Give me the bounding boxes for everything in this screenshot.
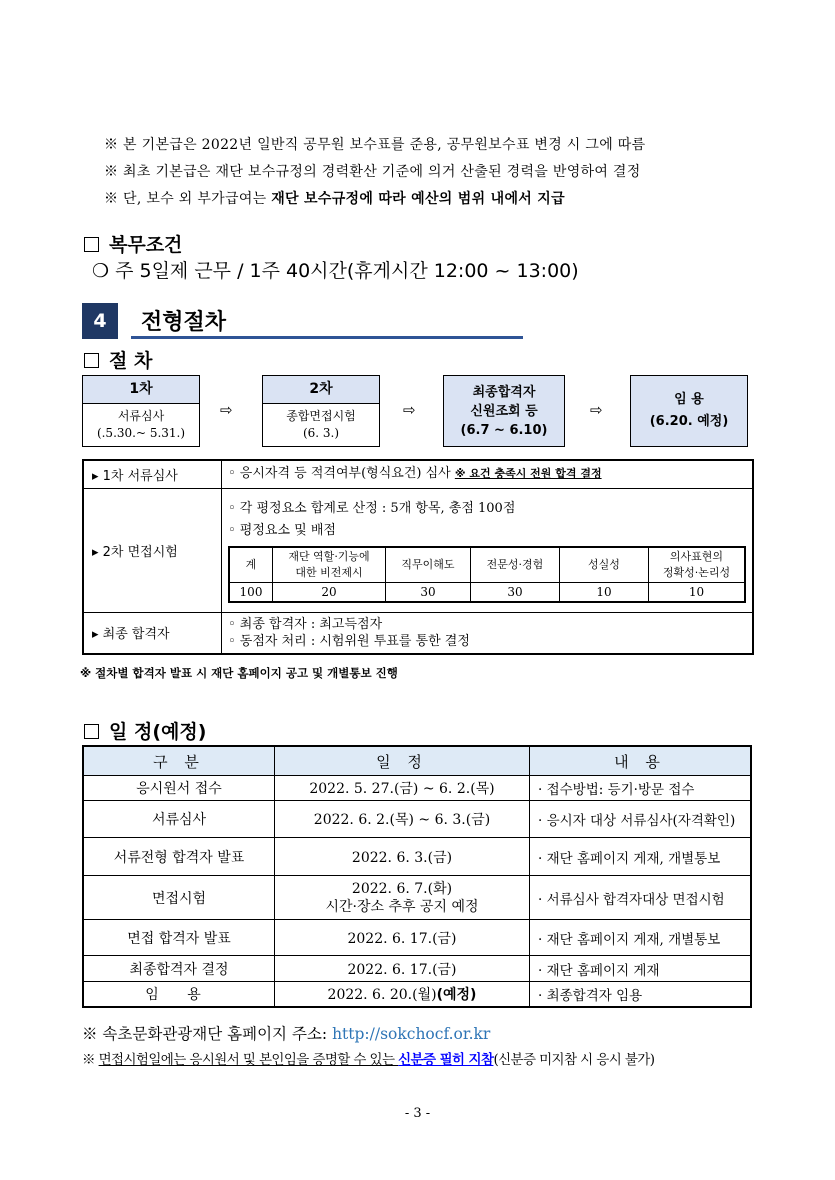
schedule-category: 서류심사 (83, 801, 275, 838)
procedure-footnote: ※ 절차별 합격자 발표 시 재단 홈페이지 공고 및 개별통보 진행 (80, 666, 398, 680)
step-1-box (82, 375, 200, 447)
section-underline (131, 336, 523, 339)
arrow-right-icon: ⇨ (403, 401, 416, 419)
table-row (83, 982, 751, 1007)
id-note-emphasis: 신분증 필히 지참 (398, 1052, 494, 1068)
schedule-table (82, 745, 752, 1008)
schedule-category: 면접 합격자 발표 (83, 920, 275, 956)
circle-bullet-icon: ❍ (92, 260, 110, 282)
score-value: 10 (649, 583, 746, 603)
id-card-note: ※ 면접시험일에는 응시원서 및 본인임을 증명할 수 있는 신분증 필히 지참(신분증 미지참 시 응시 불가) (82, 1052, 655, 1068)
checkbox-square-icon (84, 353, 99, 368)
work-conditions-text: 주 5일제 근무 / 1주 40시간(휴게시간 12:00 ~ 13:00) (115, 260, 579, 282)
schedule-heading: 일 정(예정) (84, 717, 206, 744)
page-number: - 3 - (404, 1106, 431, 1121)
table-row (83, 876, 751, 920)
score-value: 10 (560, 583, 649, 603)
section-number-badge: 4 (82, 303, 118, 339)
id-note-suffix: (신분증 미지참 시 응시 불가) (493, 1052, 655, 1068)
schedule-category: 응시원서 접수 (83, 776, 275, 801)
note-3: ※ 단, 보수 외 부가급여는 재단 보수규정에 따라 예산의 범위 내에서 지급 (104, 191, 565, 207)
step-2-box (262, 375, 380, 447)
table-row (83, 920, 751, 956)
table-row (83, 838, 751, 876)
schedule-category: 임 용 (83, 982, 275, 1007)
schedule-category: 최종합격자 결정 (83, 956, 275, 982)
schedule-category: 서류전형 합격자 발표 (83, 838, 275, 876)
checkbox-square-icon (84, 237, 99, 252)
score-value: 30 (471, 583, 560, 603)
table-row (83, 956, 751, 982)
score-header: 직무이해도 (386, 547, 471, 583)
score-header: 의사표현의 정확성·논리성 (649, 547, 746, 583)
column-header: 일 정 (275, 746, 530, 776)
row-label: ▸ 최종 합격자 (83, 612, 222, 654)
step-1-head: 1차 (83, 376, 199, 404)
row-text: ◦ 평정요소 및 배점 (228, 523, 336, 538)
arrow-right-icon: ⇨ (220, 401, 233, 419)
tentative-label: (예정) (436, 986, 477, 1003)
procedure-table (82, 459, 754, 655)
schedule-content: · 접수방법: 등기·방문 접수 (530, 776, 752, 801)
score-header: 전문성·경험 (471, 547, 560, 583)
schedule-content: · 서류심사 합격자대상 면접시험 (530, 876, 752, 920)
table-row (229, 547, 745, 583)
score-value: 100 (229, 583, 273, 603)
score-value: 20 (273, 583, 386, 603)
schedule-content: · 응시자 대상 서류심사(자격확인) (530, 801, 752, 838)
table-row (229, 583, 745, 603)
note-2: ※ 최초 기본급은 재단 보수규정의 경력환산 기준에 의거 산출된 경력을 반영하여 결정 (104, 164, 641, 180)
score-header: 재단 역할·기능에 대한 비전제시 (273, 547, 386, 583)
note-1: ※ 본 기본급은 2022년 일반직 공무원 보수표를 준용, 공무원보수표 변경 시 그에 따름 (104, 137, 646, 153)
step-3-line3: (6.7 ~ 6.10) (460, 422, 548, 438)
salary-notes (104, 132, 645, 213)
score-table (228, 546, 746, 603)
row-text: ◦ 응시자격 등 적격여부(형식요건) 심사 (228, 466, 455, 482)
schedule-date: 2022. 6. 17.(금) (275, 920, 530, 956)
row-bold-note: ※ 요건 충족시 전원 합격 결정 (454, 467, 602, 481)
schedule-date: 2022. 6. 3.(금) (275, 838, 530, 876)
row-text: ◦ 각 평정요소 합계로 산정 : 5개 항목, 총점 100점 (228, 501, 516, 516)
step-4-line2: (6.20. 예정) (649, 414, 729, 429)
table-row (83, 460, 753, 488)
score-header: 계 (229, 547, 273, 583)
score-header: 성실성 (560, 547, 649, 583)
schedule-date: 2022. 6. 2.(목) ~ 6. 3.(금) (275, 801, 530, 838)
table-row (83, 488, 753, 612)
row-text: ◦ 동점자 처리 : 시험위원 투표를 통한 결정 (228, 633, 470, 649)
row-label: ▸ 1차 서류심사 (83, 460, 222, 488)
checkbox-square-icon (84, 724, 99, 739)
table-row (83, 801, 751, 838)
step-1-date: (.5.30.~ 5.31.) (96, 426, 186, 440)
step-4-box (630, 375, 748, 447)
step-3-line1: 최종합격자 (472, 384, 536, 400)
note-3-bold: 재단 보수규정에 따라 예산의 범위 내에서 지급 (271, 191, 565, 207)
work-conditions-line (92, 256, 579, 283)
table-header-row (83, 746, 751, 776)
step-3-line2: 신원조회 등 (470, 403, 538, 419)
id-note-underlined: 면접시험일에는 응시원서 및 본인임을 증명할 수 있는 (98, 1052, 399, 1068)
step-1-body: 서류심사 (117, 409, 165, 423)
score-value: 30 (386, 583, 471, 603)
step-2-body: 종합면접시험 (286, 409, 356, 423)
step-2-head: 2차 (263, 376, 379, 404)
column-header: 내 용 (530, 746, 752, 776)
schedule-content: · 재단 홈페이지 게재, 개별통보 (530, 838, 752, 876)
schedule-content: · 최종합격자 임용 (530, 982, 752, 1007)
step-2-date: (6. 3.) (302, 426, 340, 440)
schedule-date: 2022. 6. 20.(월)(예정) (275, 982, 530, 1007)
schedule-date: 2022. 5. 27.(금) ~ 6. 2.(목) (275, 776, 530, 801)
homepage-note (82, 1022, 490, 1044)
table-row (83, 612, 753, 654)
schedule-category: 면접시험 (83, 876, 275, 920)
schedule-content: · 재단 홈페이지 게재 (530, 956, 752, 982)
row-label: ▸ 2차 면접시험 (83, 488, 222, 612)
column-header: 구 분 (83, 746, 275, 776)
step-4-line1: 임 용 (674, 392, 704, 407)
schedule-date: 2022. 6. 7.(화) 시간·장소 추후 공지 예정 (275, 876, 530, 920)
arrow-right-icon: ⇨ (590, 401, 603, 419)
schedule-date: 2022. 6. 17.(금) (275, 956, 530, 982)
schedule-content: · 재단 홈페이지 게재, 개별통보 (530, 920, 752, 956)
procedure-heading: 절 차 (84, 346, 152, 373)
step-3-box (443, 375, 565, 447)
homepage-link[interactable]: http://sokchocf.or.kr (332, 1025, 491, 1043)
homepage-label: ※ 속초문화관광재단 홈페이지 주소: (82, 1025, 333, 1043)
work-conditions-heading: 복무조건 (84, 230, 182, 257)
section-title: 전형절차 (141, 310, 227, 335)
row-text: ◦ 최종 합격자 : 최고득점자 (228, 616, 383, 632)
table-row (83, 776, 751, 801)
